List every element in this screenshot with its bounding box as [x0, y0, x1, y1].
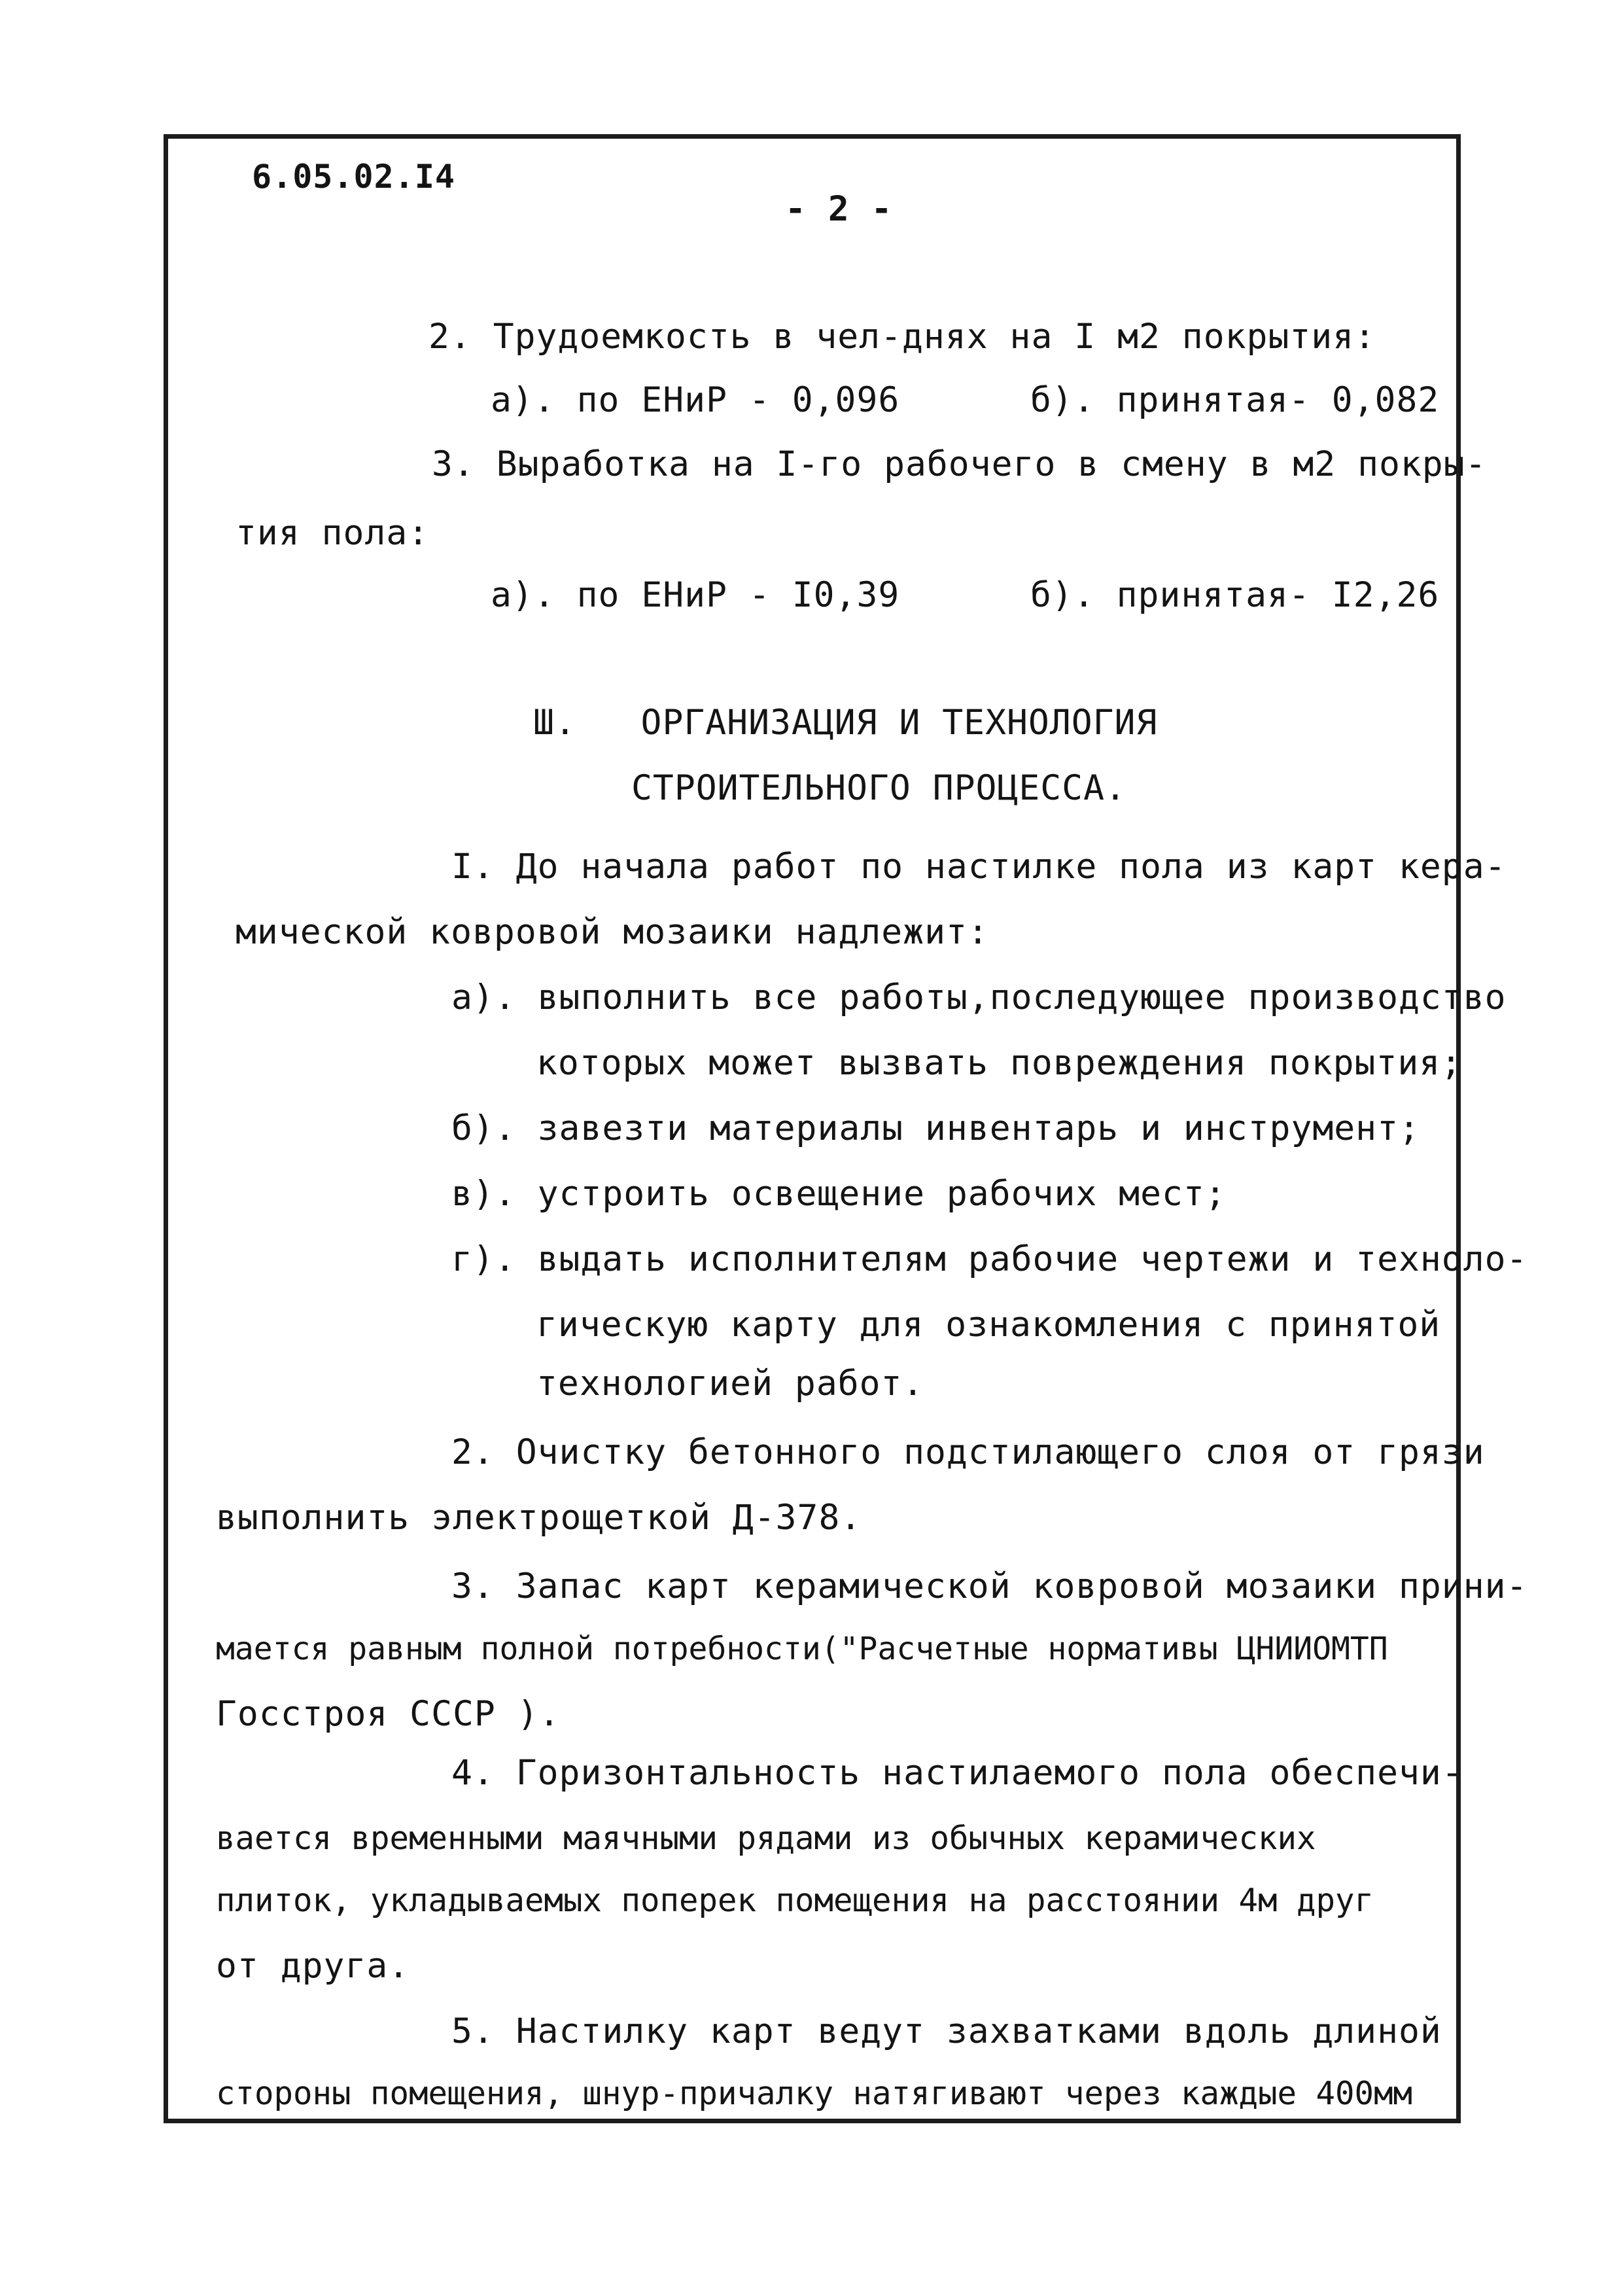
text-line: 4. Горизонтальность настилаемого пола обеспечи- [451, 1753, 1463, 1793]
text-line: стороны помещения, шнур-причалку натягивают через каждые 400мм [216, 2075, 1413, 2112]
text-line: 2. Очистку бетонного подстилающего слоя от грязи [451, 1432, 1485, 1472]
text-line: б). завезти материалы инвентарь и инструмент; [451, 1108, 1420, 1148]
text-line: которых может вызвать повреждения покрытия; [536, 1043, 1463, 1083]
text-line: г). выдать исполнителям рабочие чертежи и техноло- [451, 1239, 1528, 1279]
text-line: тия пола: [236, 513, 430, 553]
text-line: а). по ЕНиР - 0,096 [491, 380, 900, 420]
section-heading: СТРОИТЕЛЬНОГО ПРОЦЕССА. [631, 768, 1126, 808]
text-line: 2. Трудоемкость в чел-днях на I м2 покрытия: [428, 317, 1376, 357]
text-line: 3. Запас карт керамической ковровой мозаики прини- [451, 1566, 1528, 1606]
section-heading: Ш. ОРГАНИЗАЦИЯ И ТЕХНОЛОГИЯ [533, 703, 1158, 743]
text-line: а). выполнить все работы,последующее производство [451, 978, 1507, 1017]
text-line: 3. Выработка на I-го рабочего в смену в м2 покры- [432, 444, 1487, 484]
text-line: от друга. [216, 1946, 410, 1986]
text-line: плиток, укладываемых поперек помещения на расстоянии 4м друг [216, 1882, 1374, 1919]
document-code: 6.05.02.I4 [252, 158, 456, 196]
text-line: а). по ЕНиР - I0,39 [491, 575, 900, 615]
text-line: технологией работ. [536, 1364, 924, 1404]
text-line: 5. Настилку карт ведут захватками вдоль длиной [451, 2011, 1442, 2051]
text-line: б). принятая- I2,26 [1030, 575, 1440, 615]
text-line: мической ковровой мозаики надлежит: [236, 912, 989, 952]
page-number: - 2 - [785, 189, 893, 229]
text-line: Госстроя СССР ). [216, 1694, 561, 1734]
text-line: б). принятая- 0,082 [1030, 380, 1440, 420]
text-line: мается равным полной потребности("Расчетные нормативы ЦНИИОМТП [216, 1631, 1388, 1667]
text-line: I. До начала работ по настилке пола из карт кера- [451, 847, 1507, 887]
text-line: в). устроить освещение рабочих мест; [451, 1174, 1227, 1214]
text-line: вается временными маячными рядами из обычных керамических [216, 1820, 1316, 1857]
text-line: выполнить электрощеткой Д-378. [216, 1498, 862, 1538]
text-line: гическую карту для ознакомления с принятой [536, 1305, 1441, 1345]
